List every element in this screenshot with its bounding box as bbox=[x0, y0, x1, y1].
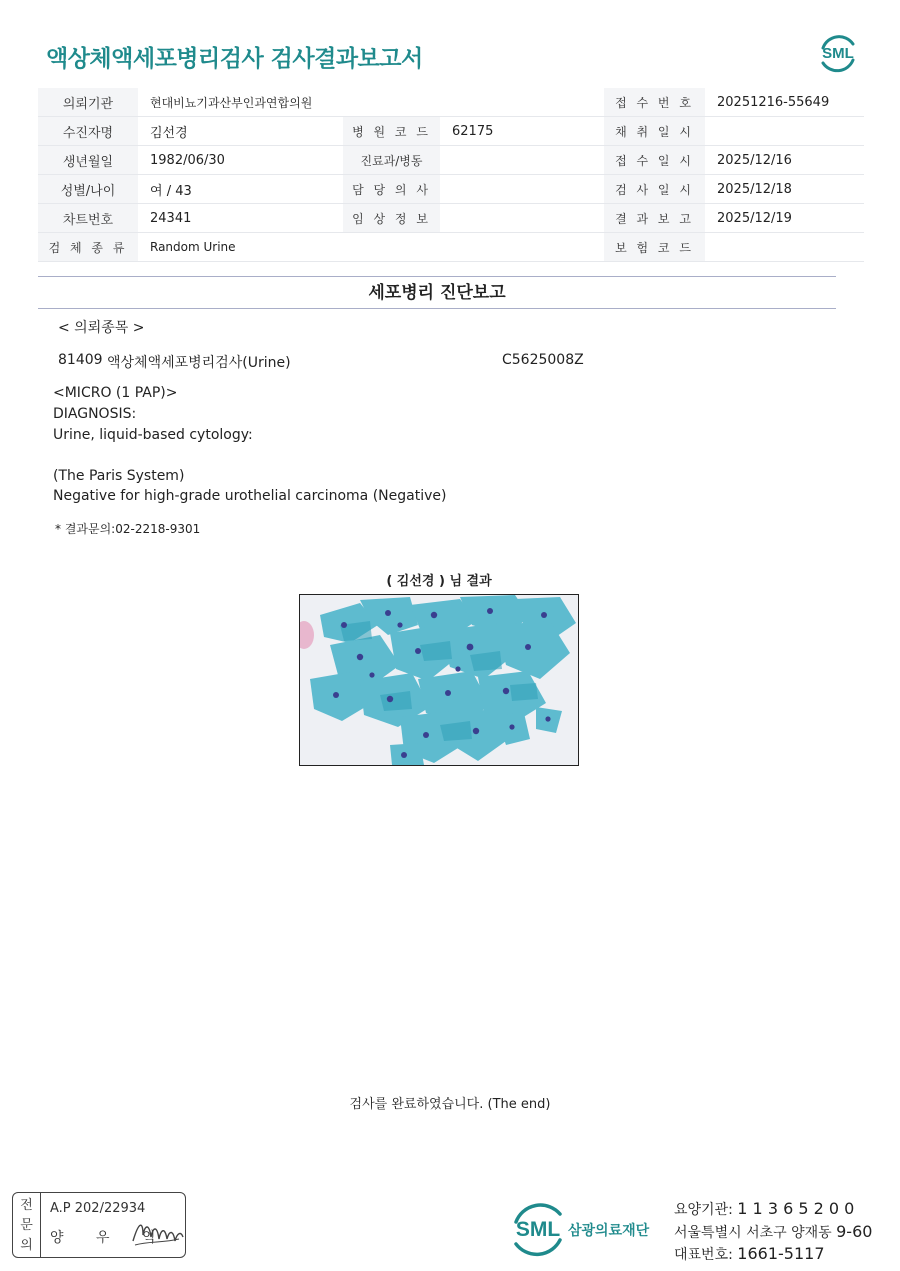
table-row bbox=[38, 146, 864, 175]
divider-bottom bbox=[38, 308, 836, 309]
label-patient-name: 수진자명 bbox=[38, 117, 138, 146]
patient-info-table bbox=[38, 88, 864, 262]
table-row bbox=[38, 233, 864, 262]
label-department: 진료과/병동 bbox=[343, 146, 440, 175]
label-result-report: 결 과 보 고 bbox=[604, 204, 705, 233]
table-row bbox=[38, 117, 864, 146]
value-birth-date: 1982/06/30 bbox=[138, 146, 343, 175]
footer-phone-label: 대표번호: bbox=[674, 1247, 733, 1263]
footer-institution-code bbox=[674, 1199, 854, 1219]
divider-top bbox=[38, 276, 836, 277]
label-specimen-type: 검 체 종 류 bbox=[38, 233, 138, 262]
value-chart-number: 24341 bbox=[138, 204, 343, 233]
label-sex-age: 성별/나이 bbox=[38, 175, 138, 204]
label-attending-doctor: 담 당 의 사 bbox=[343, 175, 440, 204]
label-chart-number: 차트번호 bbox=[38, 204, 138, 233]
stamp-char: 전 bbox=[20, 1198, 33, 1213]
signature-icon bbox=[129, 1215, 185, 1251]
footer-phone-value: 1661-5117 bbox=[737, 1244, 825, 1263]
section-title: 세포병리 진단보고 bbox=[368, 283, 506, 303]
sml-logo-icon bbox=[815, 30, 861, 76]
table-row bbox=[38, 204, 864, 233]
stamp-vertical-label bbox=[13, 1193, 41, 1257]
footer-code-label: 요양기관: bbox=[674, 1202, 733, 1218]
diagnosis-line-specimen: Urine, liquid-based cytology: bbox=[53, 427, 253, 443]
label-requesting-institution: 의뢰기관 bbox=[38, 88, 138, 117]
diagnosis-line-heading: DIAGNOSIS: bbox=[53, 406, 137, 422]
diagnosis-line-result: Negative for high-grade urothelial carcinoma (Negative) bbox=[53, 488, 447, 504]
test-id: C5625008Z bbox=[502, 352, 584, 368]
label-insurance-code: 보 험 코 드 bbox=[604, 233, 705, 262]
footer-address-prefix: 서울특별시 서초구 양재동 bbox=[674, 1225, 832, 1241]
value-hospital-code: 62175 bbox=[440, 117, 604, 146]
stamp-doctor-name: 양 우 익 bbox=[50, 1230, 170, 1246]
diagnosis-line-micro: <MICRO (1 PAP)> bbox=[53, 385, 178, 401]
label-test-date: 검 사 일 시 bbox=[604, 175, 705, 204]
value-insurance-code bbox=[705, 233, 864, 262]
result-contact: * 결과문의:02-2218-9301 bbox=[55, 522, 201, 536]
request-items-label: < 의뢰종목 > bbox=[58, 320, 145, 336]
table-row bbox=[38, 175, 864, 204]
value-test-date: 2025/12/18 bbox=[705, 175, 864, 204]
label-collection-date: 채 취 일 시 bbox=[604, 117, 705, 146]
footer-org-name: 삼광의료재단 bbox=[568, 1223, 650, 1239]
end-message: 검사를 완료하였습니다. (The end) bbox=[349, 1097, 551, 1112]
report-title: 액상체액세포병리검사 검사결과보고서 bbox=[46, 46, 423, 72]
test-name: 액상체액세포병리검사(Urine) bbox=[107, 355, 291, 371]
footer-phone bbox=[674, 1244, 825, 1264]
table-row bbox=[38, 88, 864, 117]
image-caption: ( 김선경 ) 님 결과 bbox=[386, 574, 492, 589]
diagnosis-line-system: (The Paris System) bbox=[53, 468, 185, 484]
value-receipt-date: 2025/12/16 bbox=[705, 146, 864, 175]
stamp-ap-number: A.P 202/22934 bbox=[50, 1201, 146, 1216]
value-collection-date bbox=[705, 117, 864, 146]
value-result-report: 2025/12/19 bbox=[705, 204, 864, 233]
label-receipt-number: 접 수 번 호 bbox=[604, 88, 705, 117]
footer-code-value: 1 1 3 6 5 2 0 0 bbox=[737, 1199, 855, 1218]
footer-address bbox=[674, 1222, 872, 1242]
stamp-char: 의 bbox=[20, 1238, 33, 1253]
footer-logo-text: SML bbox=[515, 1218, 561, 1241]
value-requesting-institution: 현대비뇨기과산부인과연합의원 bbox=[138, 88, 604, 117]
footer-address-number: 9-60 bbox=[836, 1222, 873, 1241]
cytology-image bbox=[299, 594, 579, 766]
value-specimen-type: Random Urine bbox=[138, 233, 604, 262]
label-hospital-code: 병 원 코 드 bbox=[343, 117, 440, 146]
label-clinical-info: 임 상 정 보 bbox=[343, 204, 440, 233]
label-receipt-date: 접 수 일 시 bbox=[604, 146, 705, 175]
label-birth-date: 생년월일 bbox=[38, 146, 138, 175]
value-sex-age: 여 / 43 bbox=[138, 175, 343, 204]
value-department bbox=[440, 146, 604, 175]
stamp-char: 문 bbox=[20, 1218, 33, 1233]
sml-logo-text: SML bbox=[822, 45, 854, 62]
value-attending-doctor bbox=[440, 175, 604, 204]
test-code: 81409 bbox=[58, 352, 103, 368]
value-patient-name: 김선경 bbox=[138, 117, 343, 146]
cytology-cells-picture bbox=[300, 595, 578, 765]
pathologist-stamp bbox=[12, 1192, 186, 1258]
value-clinical-info bbox=[440, 204, 604, 233]
value-receipt-number: 20251216-55649 bbox=[705, 88, 864, 117]
